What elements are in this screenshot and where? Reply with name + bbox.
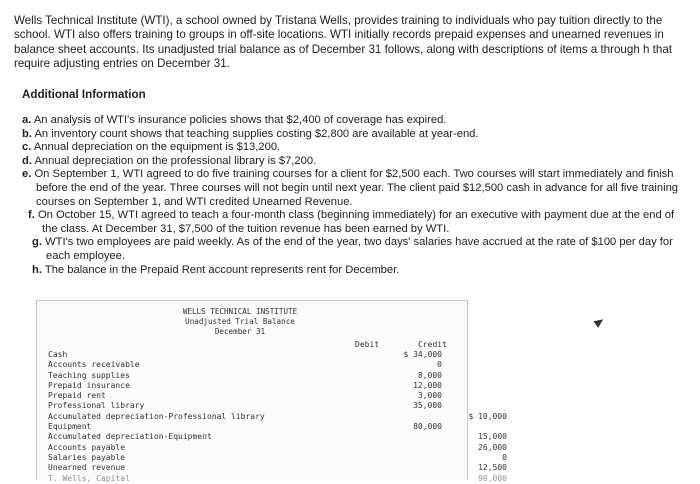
additional-info-list [22,114,682,277]
info-item-d: d. Annual depreciation on the professional library is $7,200. [22,154,317,167]
table-row: Accumulated depreciation-Equipment 15,000 [48,432,507,442]
table-row: Professional library 35,000 [48,401,442,411]
table-row: T. Wells, Capital 90,000 [48,473,507,483]
trial-balance-rows [48,350,507,484]
debit-column-header: Debit [355,340,380,349]
table-row: Accounts payable 26,000 [48,442,507,452]
table-row: Prepaid rent 3,000 [48,391,442,401]
problem-intro: Wells Technical Institute (WTI), a school owned by Tristana Wells, provides training to individuals who pay tuition directly to the school. WTI also offers training to groups in off-site locations. WTI initially records prepaid expenses and unearned revenues in balance sheet accounts. Its unadjusted trial balance as of December 31 follows, along with descriptions of items a through h that require adjusting entries on December 31. [14,14,673,71]
credit-column-header: Credit [418,340,447,349]
table-row: Accounts receivable 0 [48,360,442,370]
info-item-g: g. WTI's two employees are paid weekly. As of the end of the year, two days' salaries have accrued at the rate of $100 per day for each employee. [32,236,673,262]
info-item-c: c. Annual depreciation on the equipment is $13,200. [22,141,281,154]
info-item-e: e. On September 1, WTI agreed to do five training courses for a client for $2,500 each. Two courses will start immediately and finish before the end of the year. Three courses will not begin until next year. The client paid $12,500 cash in advance for all five training courses on September 1, and WTI credited Unearned Revenue. [22,168,679,208]
table-row: Equipment 80,000 [48,422,442,432]
additional-info-heading: Additional Information [22,88,146,101]
info-item-a: a. An analysis of WTI's insurance policies shows that $2,400 of coverage has expired. [22,114,447,126]
trial-balance-title: Unadjusted Trial Balance [185,317,295,326]
info-item-h: h. The balance in the Prepaid Rent account represents rent for December. [32,263,400,276]
table-row: Accumulated depreciation-Professional library $ 10,000 [48,411,507,421]
info-item-b: b. An inventory count shows that teaching supplies costing $2,800 are available at year-end. [22,127,479,140]
table-row: Salaries payable 0 [48,452,507,462]
mouse-pointer-icon [594,316,606,328]
table-row: Prepaid insurance 12,000 [48,380,442,390]
info-item-f: f. On October 15, WTI agreed to teach a four-month class (beginning immediately) for an executive with payment due at the end of the class. At December 31, $7,500 of the tuition revenue has been earned by WTI. [28,209,675,235]
trial-balance-company: WELLS TECHNICAL INSTITUTE [182,307,298,316]
table-row: Teaching supplies 8,000 [48,370,442,380]
trial-balance-date: December 31 [214,327,266,336]
table-row: Unearned revenue 12,500 [48,463,507,473]
table-row: Cash $ 34,000 [48,350,442,359]
